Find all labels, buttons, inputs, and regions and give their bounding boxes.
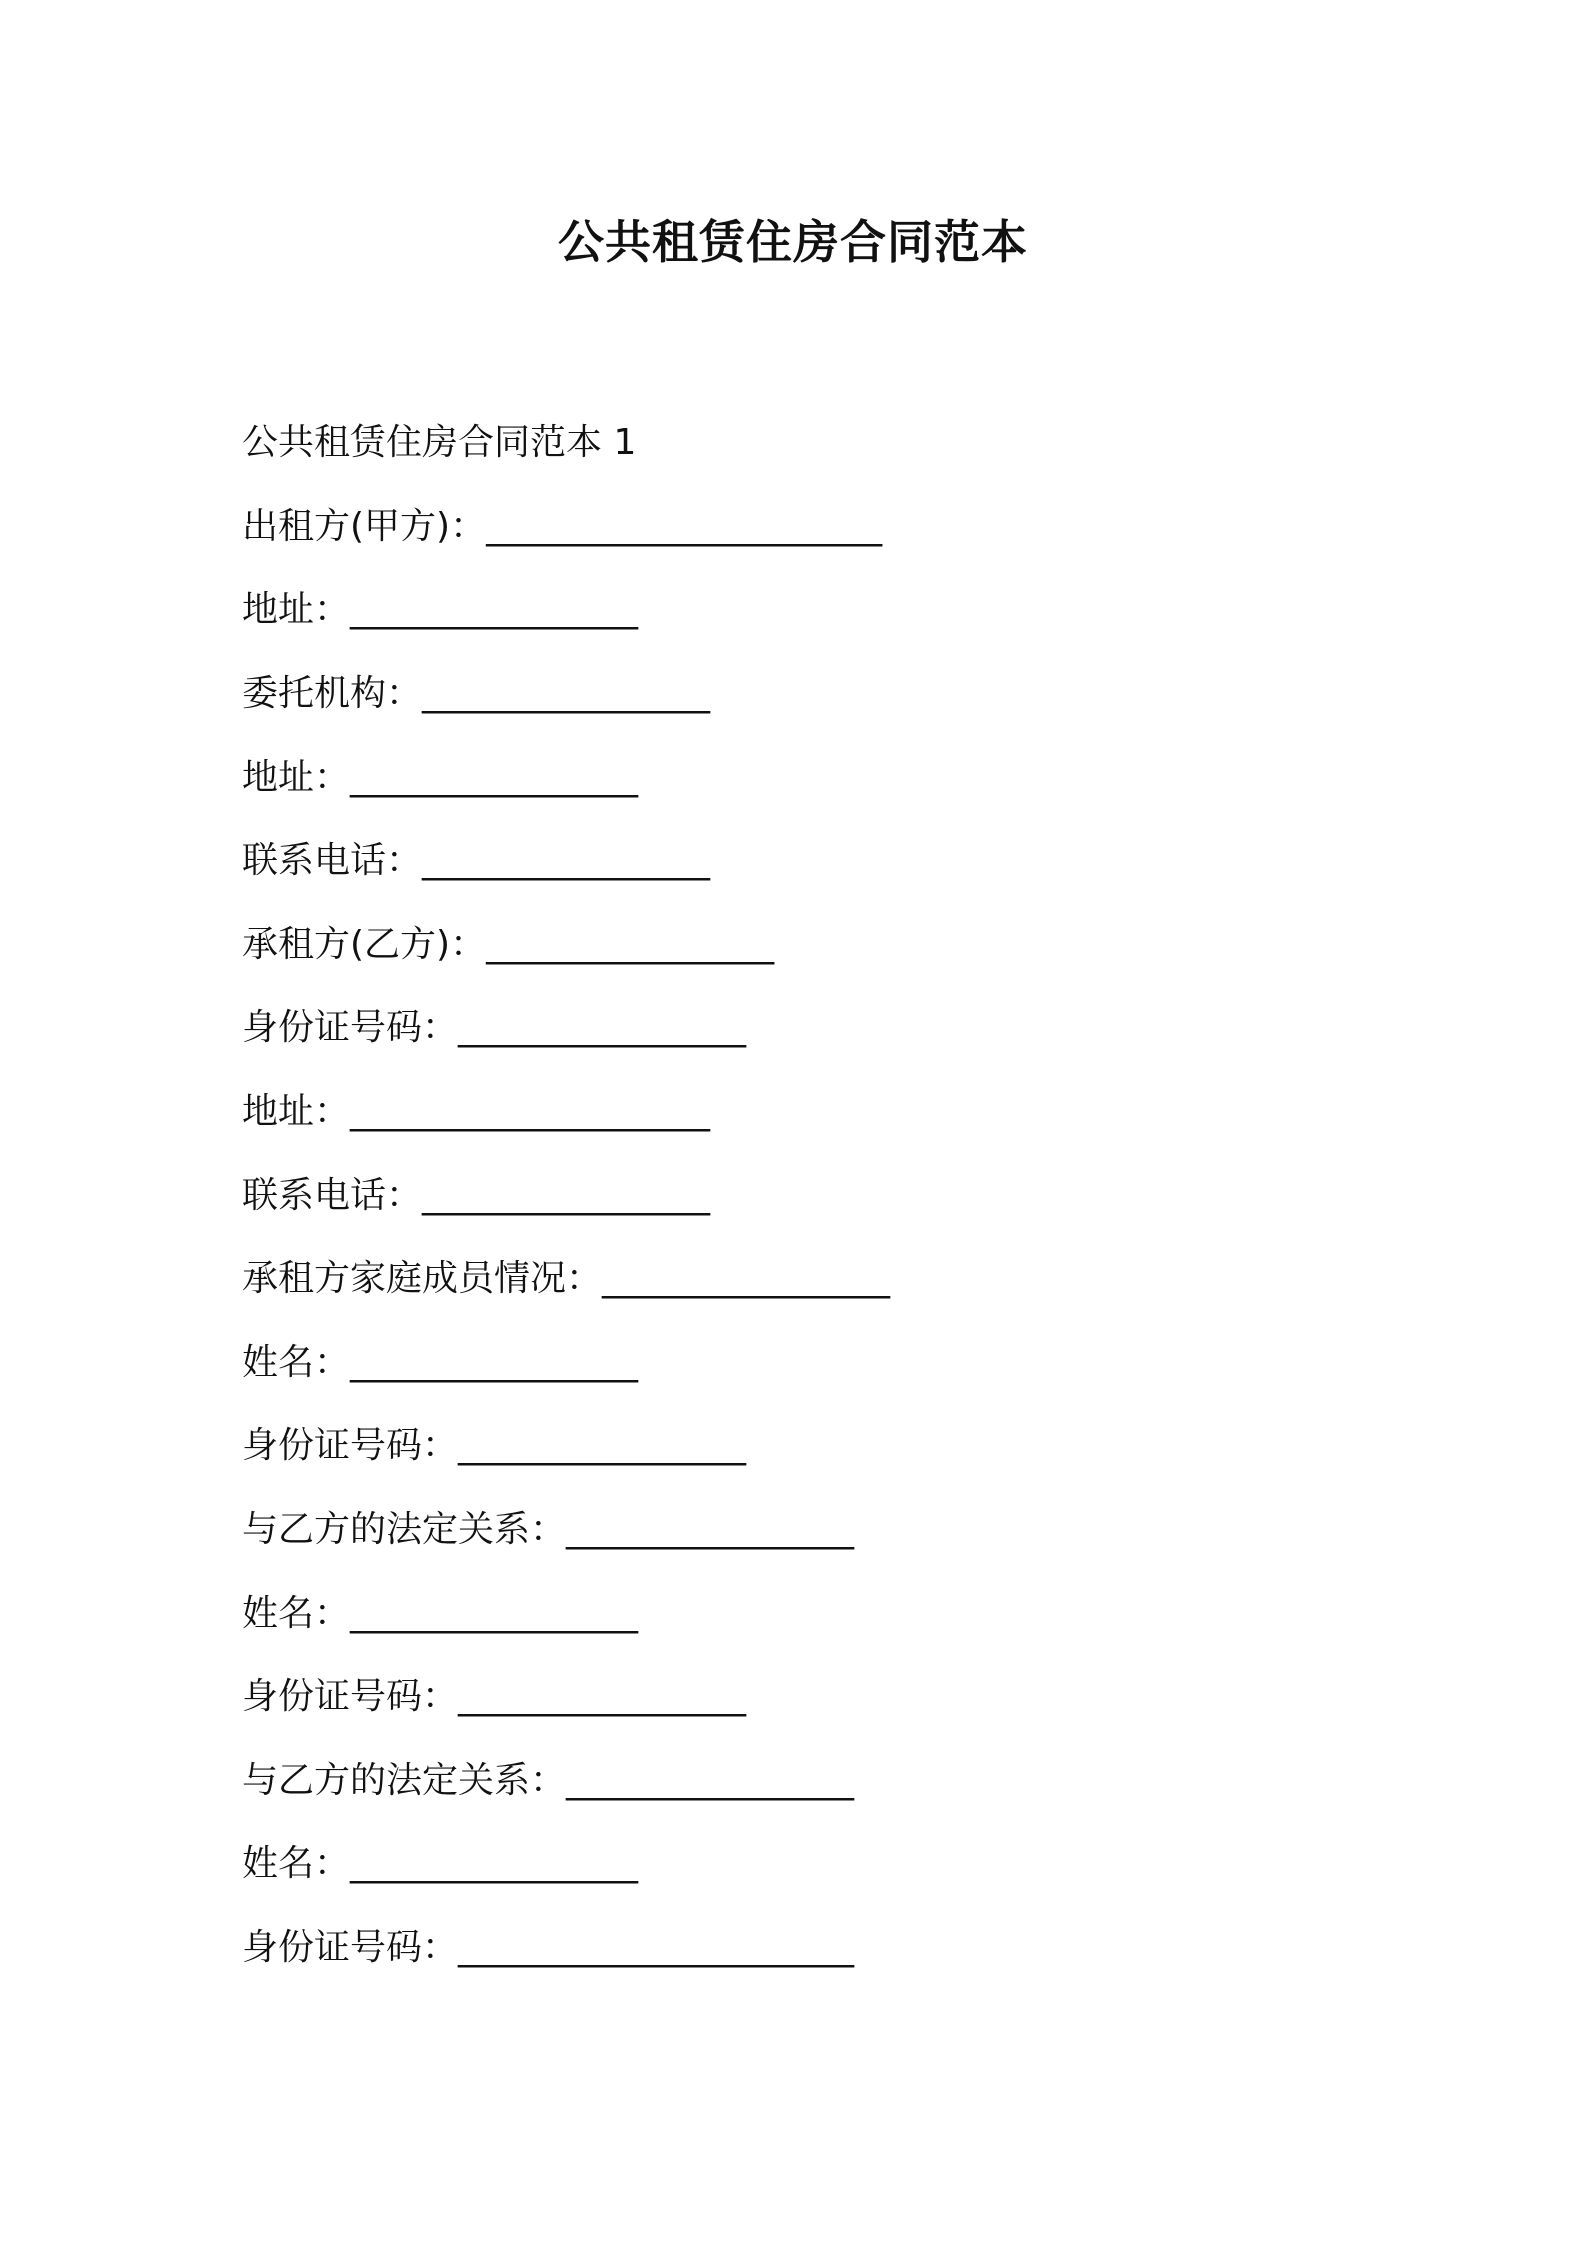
member-1-name-field: 姓名：________________ [242,1342,639,1383]
lessee-address-field: 地址：____________________ [242,1091,711,1132]
section-heading: 公共租赁住房合同范本 1 [242,422,637,463]
agency-field: 委托机构：________________ [242,673,711,714]
lessee-id-field: 身份证号码：________________ [242,1007,747,1048]
family-members-field: 承租方家庭成员情况：________________ [242,1258,891,1299]
agency-address-field: 地址：________________ [242,757,639,798]
document-title: 公共租赁住房合同范本 [558,215,1028,269]
member-2-id-field: 身份证号码：________________ [242,1676,747,1717]
lessor-address-field: 地址：________________ [242,589,639,630]
member-2-name-field: 姓名：________________ [242,1593,639,1634]
agency-phone-field: 联系电话：________________ [242,840,711,881]
lessee-field: 承租方(乙方)：________________ [242,924,775,965]
lessee-phone-field: 联系电话：________________ [242,1175,711,1216]
lessor-field: 出租方(甲方)：______________________ [242,506,883,547]
member-1-id-field: 身份证号码：________________ [242,1425,747,1466]
member-2-relation-field: 与乙方的法定关系：________________ [242,1760,855,1801]
member-3-name-field: 姓名：________________ [242,1843,639,1884]
member-1-relation-field: 与乙方的法定关系：________________ [242,1509,855,1550]
member-3-id-field: 身份证号码：______________________ [242,1927,855,1968]
